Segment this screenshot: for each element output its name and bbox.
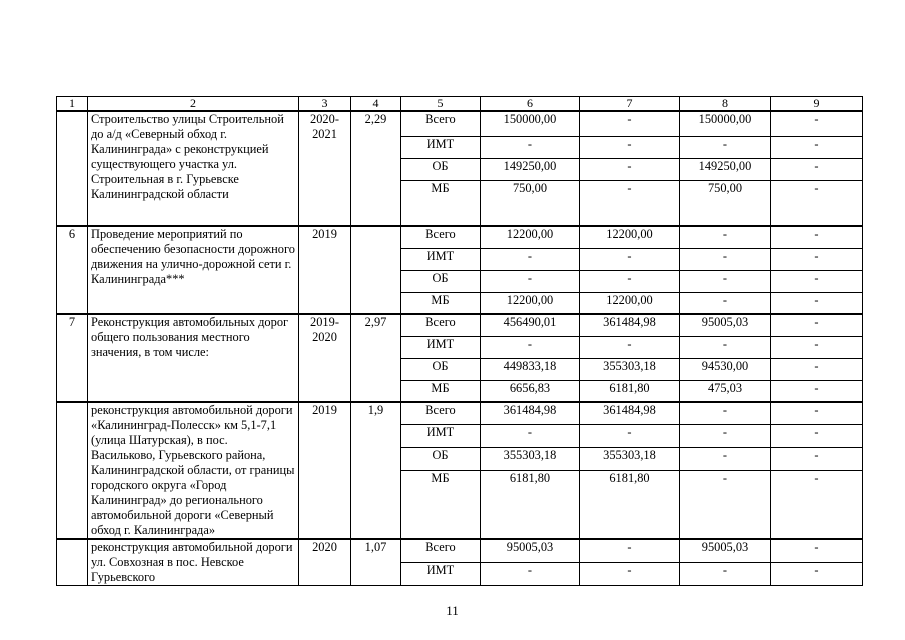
value-col8: - [680, 470, 771, 539]
value-col9: - [771, 425, 863, 448]
value-col6: - [481, 425, 580, 448]
funding-source: МБ [401, 380, 481, 402]
value-col6: 149250,00 [481, 158, 580, 180]
value-col9: - [771, 292, 863, 314]
value-col7: 12200,00 [580, 226, 680, 248]
value-col8: - [680, 270, 771, 292]
table-row [57, 402, 863, 425]
item-years: 2019-2020 [299, 314, 351, 402]
item-length [351, 226, 401, 314]
value-col9: - [771, 158, 863, 180]
value-col8: 750,00 [680, 180, 771, 226]
funding-source: ИМТ [401, 425, 481, 448]
item-years: 2020 [299, 539, 351, 586]
value-col9: - [771, 226, 863, 248]
value-col7: - [580, 180, 680, 226]
value-col9: - [771, 270, 863, 292]
item-length: 2,29 [351, 111, 401, 226]
header-cell: 2 [88, 97, 299, 112]
value-col8: 150000,00 [680, 111, 771, 136]
value-col6: 449833,18 [481, 358, 580, 380]
value-col7: - [580, 136, 680, 158]
value-col6: 6656,83 [481, 380, 580, 402]
funding-source: ОБ [401, 358, 481, 380]
item-number: 6 [57, 226, 88, 314]
value-col7: 361484,98 [580, 314, 680, 336]
value-col9: - [771, 448, 863, 471]
value-col9: - [771, 136, 863, 158]
value-col9: - [771, 111, 863, 136]
value-col9: - [771, 539, 863, 562]
value-col6: 12200,00 [481, 292, 580, 314]
item-number [57, 111, 88, 226]
table-row [57, 111, 863, 136]
value-col7: 355303,18 [580, 448, 680, 471]
value-col6: 456490,01 [481, 314, 580, 336]
value-col8: 149250,00 [680, 158, 771, 180]
funding-source: ИМТ [401, 336, 481, 358]
value-col7: - [580, 158, 680, 180]
table-row [57, 314, 863, 336]
page-number: 11 [446, 603, 459, 618]
value-col6: 150000,00 [481, 111, 580, 136]
value-col7: 355303,18 [580, 358, 680, 380]
value-col9: - [771, 380, 863, 402]
value-col6: 361484,98 [481, 402, 580, 425]
header-cell: 3 [299, 97, 351, 112]
table-row [57, 226, 863, 248]
financing-table [56, 96, 863, 586]
value-col7: - [580, 539, 680, 562]
value-col9: - [771, 314, 863, 336]
item-length: 2,97 [351, 314, 401, 402]
funding-source: Всего [401, 226, 481, 248]
funding-source: ОБ [401, 158, 481, 180]
value-col6: 12200,00 [481, 226, 580, 248]
value-col8: - [680, 248, 771, 270]
item-number: 7 [57, 314, 88, 402]
funding-source: ОБ [401, 270, 481, 292]
header-cell: 7 [580, 97, 680, 112]
value-col7: - [580, 111, 680, 136]
item-years: 2020-2021 [299, 111, 351, 226]
item-length: 1,9 [351, 402, 401, 539]
value-col6: - [481, 562, 580, 585]
value-col9: - [771, 248, 863, 270]
value-col8: 95005,03 [680, 314, 771, 336]
value-col8: - [680, 562, 771, 585]
item-years: 2019 [299, 226, 351, 314]
value-col8: - [680, 226, 771, 248]
value-col6: 95005,03 [481, 539, 580, 562]
value-col7: - [580, 248, 680, 270]
value-col7: - [580, 336, 680, 358]
value-col9: - [771, 470, 863, 539]
value-col7: - [580, 270, 680, 292]
funding-source: ИМТ [401, 136, 481, 158]
value-col6: - [481, 270, 580, 292]
header-cell: 8 [680, 97, 771, 112]
item-name: реконструкция автомобильной дороги ул. Совхозная в пос. Невское Гурьевского [88, 539, 299, 586]
value-col8: - [680, 425, 771, 448]
value-col6: - [481, 136, 580, 158]
funding-source: ОБ [401, 448, 481, 471]
header-cell: 1 [57, 97, 88, 112]
value-col6: 6181,80 [481, 470, 580, 539]
table-row [57, 539, 863, 562]
funding-source: ИМТ [401, 248, 481, 270]
item-name: реконструкция автомобильной дороги «Калининград-Полесск» км 5,1-7,1 (улица Шатурская), в пос. Васильково, Гурьевского района, Калининградской области, от границы городского округа «Город Калининград» до регионального автомобильной дороги «Северный обход г. Калининграда» [88, 402, 299, 539]
item-number [57, 539, 88, 586]
header-row [57, 97, 863, 112]
value-col7: - [580, 562, 680, 585]
item-length: 1,07 [351, 539, 401, 586]
value-col8: 95005,03 [680, 539, 771, 562]
item-name: Строительство улицы Строительной до а/д «Северный обход г. Калининграда» с реконструкцией существующего участка ул. Строительная в г. Гурьевске Калининградской области [88, 111, 299, 226]
value-col6: - [481, 248, 580, 270]
value-col8: - [680, 336, 771, 358]
funding-source: Всего [401, 539, 481, 562]
value-col6: - [481, 336, 580, 358]
value-col8: - [680, 292, 771, 314]
header-cell: 4 [351, 97, 401, 112]
value-col7: 6181,80 [580, 380, 680, 402]
funding-source: МБ [401, 180, 481, 226]
value-col9: - [771, 358, 863, 380]
funding-source: ИМТ [401, 562, 481, 585]
value-col8: 94530,00 [680, 358, 771, 380]
value-col7: - [580, 425, 680, 448]
item-name: Проведение мероприятий по обеспечению безопасности дорожного движения на улично-дорожной сети г. Калининграда*** [88, 226, 299, 314]
funding-source: Всего [401, 402, 481, 425]
value-col8: - [680, 448, 771, 471]
item-number [57, 402, 88, 539]
value-col9: - [771, 402, 863, 425]
funding-source: Всего [401, 314, 481, 336]
header-cell: 6 [481, 97, 580, 112]
value-col9: - [771, 562, 863, 585]
value-col7: 12200,00 [580, 292, 680, 314]
value-col9: - [771, 180, 863, 226]
value-col8: - [680, 136, 771, 158]
value-col8: - [680, 402, 771, 425]
item-years: 2019 [299, 402, 351, 539]
funding-source: МБ [401, 470, 481, 539]
value-col6: 750,00 [481, 180, 580, 226]
header-cell: 5 [401, 97, 481, 112]
value-col9: - [771, 336, 863, 358]
value-col6: 355303,18 [481, 448, 580, 471]
header-cell: 9 [771, 97, 863, 112]
funding-source: МБ [401, 292, 481, 314]
value-col7: 361484,98 [580, 402, 680, 425]
value-col8: 475,03 [680, 380, 771, 402]
item-name: Реконструкция автомобильных дорог общего пользования местного значения, в том числе: [88, 314, 299, 402]
funding-source: Всего [401, 111, 481, 136]
value-col7: 6181,80 [580, 470, 680, 539]
